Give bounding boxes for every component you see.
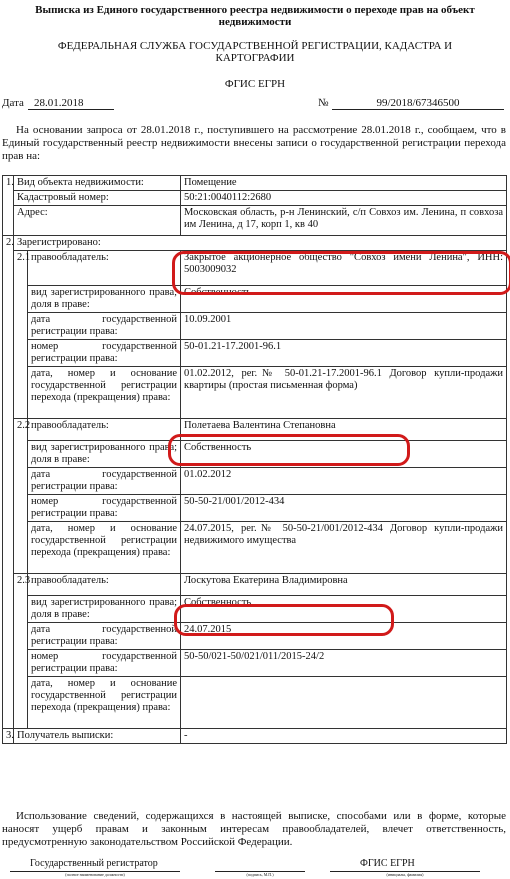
section-number: 2. — [3, 236, 14, 729]
reg-date-label: дата государственной регистрации права: — [28, 468, 181, 495]
basis-label: дата, номер и основание государственной регистрации перехода (прекращения) права: — [28, 677, 181, 729]
date-label: Дата — [2, 97, 24, 109]
reg-date-value: 24.07.2015 — [181, 623, 507, 650]
closing-paragraph: Использование сведений, содержащихся в настоящей выписке, способами или в форме, которые наносят ущерб правам и законным интересам правообладателей, влечет ответственность, предусмотренную законодательством Российской Федерации. — [2, 810, 506, 848]
right-type-label: вид зарегистрированного права; доля в праве: — [28, 596, 181, 623]
table-row — [3, 176, 507, 191]
document-title: Выписка из Единого государственного реестра недвижимости о переходе прав на объект недвижимости — [35, 4, 475, 28]
address-value: Московская область, р-н Ленинский, с/п Совхоз им. Ленина, п совхоза им Ленина, д 17, корп 1, кв 40 — [181, 206, 507, 236]
reg-number-value: 50-01.21-17.2001-96.1 — [181, 340, 507, 367]
right-type-label: вид зарегистрированного права; доля в праве: — [28, 286, 181, 313]
highlight-ring-holder-1 — [172, 251, 510, 295]
table-row — [3, 522, 507, 574]
holder-number: 2.3 — [14, 574, 28, 729]
holder-label: правообладатель: — [28, 251, 181, 286]
agency-name: ФЕДЕРАЛЬНАЯ СЛУЖБА ГОСУДАРСТВЕННОЙ РЕГИСТРАЦИИ, КАДАСТРА И КАРТОГРАФИИ — [57, 40, 453, 64]
registered-label: Зарегистрировано: — [14, 236, 507, 251]
object-type-label: Вид объекта недвижимости: — [14, 176, 181, 191]
registrar-role: Государственный регистратор — [30, 858, 158, 869]
table-row — [3, 650, 507, 677]
table-row — [3, 495, 507, 522]
reg-number-value: 50-50/021-50/021/011/2015-24/2 — [181, 650, 507, 677]
holder-label: правообладатель: — [28, 419, 181, 441]
basis-value — [181, 677, 507, 729]
highlight-ring-holder-2 — [168, 434, 410, 466]
basis-label: дата, номер и основание государственной регистрации перехода (прекращения) права: — [28, 367, 181, 419]
reg-number-value: 50-50-21/001/2012-434 — [181, 495, 507, 522]
right-type-value: Собственность — [181, 596, 507, 623]
date-number-row — [2, 97, 508, 111]
name-caption: (инициалы, фамилия) — [330, 871, 480, 877]
reg-date-value: 01.02.2012 — [181, 468, 507, 495]
role-caption: (полное наименование должности) — [10, 871, 180, 877]
system-name: ФГИС ЕГРН — [224, 78, 286, 90]
reg-number-label: номер государственной регистрации права: — [28, 340, 181, 367]
intro-paragraph: На основании запроса от 28.01.2018 г., поступившего на рассмотрение 28.01.2018 г., сообщаем, что в Единый государственный реестр недвижимости внесены записи о государственной регистрации перехода прав на: — [2, 124, 506, 162]
basis-value: 01.02.2012, рег.№ 50-01.21-17.2001-96.1 Договор купли-продажи квартиры (простая письменная форма) — [181, 367, 507, 419]
holder-value: Полетаева Валентина Степановна — [181, 419, 507, 441]
recipient-value: - — [181, 729, 507, 744]
table-row — [3, 677, 507, 729]
table-row — [3, 340, 507, 367]
table-row — [3, 367, 507, 419]
sign-caption: (подпись, М.П.) — [215, 871, 305, 877]
table-row — [3, 468, 507, 495]
basis-label: дата, номер и основание государственной регистрации перехода (прекращения) права: — [28, 522, 181, 574]
reg-date-label: дата государственной регистрации права: — [28, 623, 181, 650]
number-value: 99/2018/67346500 — [332, 97, 504, 110]
highlight-ring-holder-3 — [174, 604, 394, 636]
right-type-value: Собственность — [181, 286, 507, 313]
holder-number: 2.2 — [14, 419, 28, 574]
object-type-value: Помещение — [181, 176, 507, 191]
registrar-name: ФГИС ЕГРН — [360, 858, 415, 869]
right-type-value: Собственность — [181, 441, 507, 468]
number-label: № — [318, 97, 329, 109]
right-type-label: вид зарегистрированного права; доля в праве: — [28, 441, 181, 468]
section-number: 3. — [3, 729, 14, 744]
reg-date-label: дата государственной регистрации права: — [28, 313, 181, 340]
cadastral-label: Кадастровый номер: — [14, 191, 181, 206]
holder-value: Закрытое акционерное общество "Совхоз имени Ленина", ИНН: 5003009032 — [181, 251, 507, 286]
table-row — [3, 313, 507, 340]
table-row — [3, 236, 507, 251]
reg-number-label: номер государственной регистрации права: — [28, 650, 181, 677]
table-row — [3, 729, 507, 744]
holder-value: Лоскутова Екатерина Владимировна — [181, 574, 507, 596]
table-row — [3, 191, 507, 206]
recipient-label: Получатель выписки: — [14, 729, 181, 744]
date-value: 28.01.2018 — [28, 97, 114, 110]
address-label: Адрес: — [14, 206, 181, 236]
extract-document — [0, 0, 510, 90]
reg-number-label: номер государственной регистрации права: — [28, 495, 181, 522]
basis-value: 24.07.2015, рег.№ 50-50-21/001/2012-434 Договор купли-продажи недвижимого имущества — [181, 522, 507, 574]
section-number: 1. — [3, 176, 14, 236]
holder-number: 2.1 — [14, 251, 28, 419]
table-row — [3, 206, 507, 236]
holder-label: правообладатель: — [28, 574, 181, 596]
reg-date-value: 10.09.2001 — [181, 313, 507, 340]
table-row — [3, 574, 507, 596]
cadastral-value: 50:21:0040112:2680 — [181, 191, 507, 206]
